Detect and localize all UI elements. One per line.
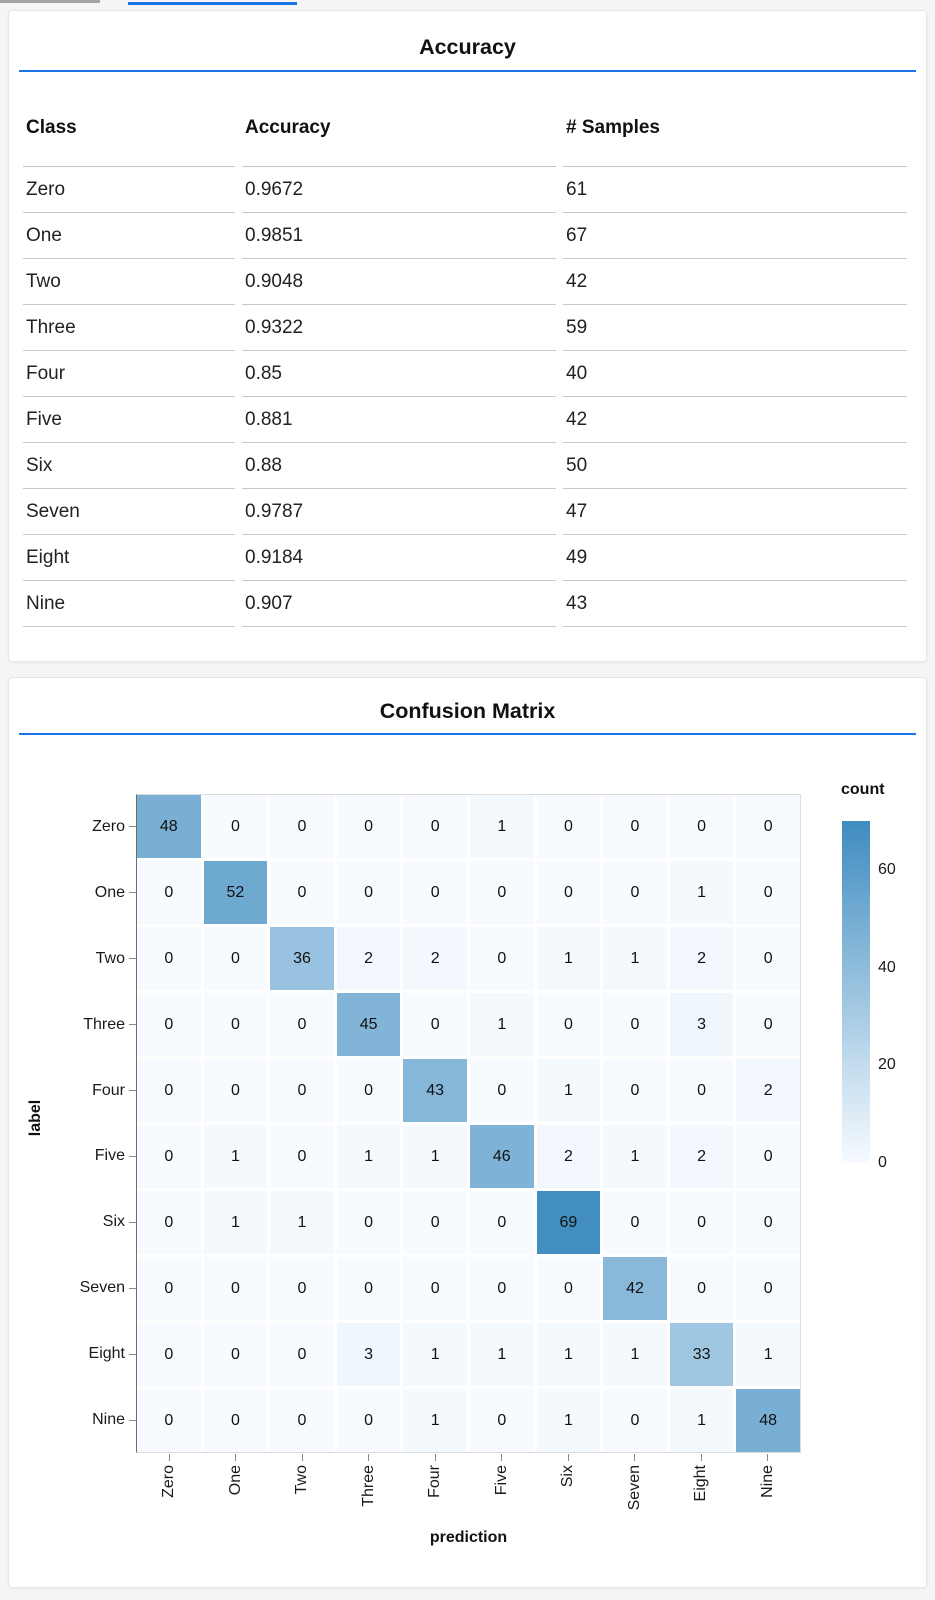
table-cell: 0.9184 xyxy=(242,535,556,581)
table-cell: 42 xyxy=(563,259,907,305)
y-axis-tick xyxy=(129,1222,136,1223)
heatmap-cell: 0 xyxy=(270,1125,334,1188)
table-cell: Five xyxy=(23,397,235,443)
heatmap-cell: 0 xyxy=(537,795,601,858)
heatmap-cell: 0 xyxy=(736,927,800,990)
table-cell: Three xyxy=(23,305,235,351)
heatmap-cell: 0 xyxy=(270,795,334,858)
table-cell: 0.907 xyxy=(242,581,556,627)
table-cell: 0.9787 xyxy=(242,489,556,535)
table-row xyxy=(23,443,907,489)
heatmap-cell: 0 xyxy=(403,1191,467,1254)
heatmap-cell: 0 xyxy=(137,1257,201,1320)
y-axis-tick xyxy=(129,1156,136,1157)
heatmap-cell: 0 xyxy=(603,1389,667,1452)
heatmap-cell: 0 xyxy=(470,1059,534,1122)
heatmap-cell: 0 xyxy=(736,1125,800,1188)
heatmap-cell: 0 xyxy=(537,993,601,1056)
heatmap-cell: 43 xyxy=(403,1059,467,1122)
heatmap-cell: 1 xyxy=(470,795,534,858)
heatmap-cell: 0 xyxy=(403,993,467,1056)
x-axis-label: Four xyxy=(426,1465,444,1498)
heatmap-cell: 1 xyxy=(537,1389,601,1452)
heatmap-cell: 0 xyxy=(736,861,800,924)
y-axis-title: label xyxy=(27,1099,44,1137)
column-header: Class xyxy=(23,101,235,167)
heatmap-cell: 1 xyxy=(537,1059,601,1122)
x-axis-label: Three xyxy=(359,1465,377,1507)
heatmap-cell: 45 xyxy=(337,993,401,1056)
table-cell: 47 xyxy=(563,489,907,535)
heatmap-cell: 2 xyxy=(337,927,401,990)
heatmap-cell: 48 xyxy=(137,795,201,858)
table-row xyxy=(23,259,907,305)
heatmap-cell: 0 xyxy=(204,1059,268,1122)
heatmap-cell: 1 xyxy=(204,1191,268,1254)
accuracy-table-header-row xyxy=(23,101,907,167)
x-axis-tick xyxy=(701,1454,702,1461)
heatmap-cell: 3 xyxy=(337,1323,401,1386)
heatmap-cell: 0 xyxy=(736,993,800,1056)
heatmap-cell: 36 xyxy=(270,927,334,990)
x-axis-tick xyxy=(568,1454,569,1461)
x-axis-label: Nine xyxy=(758,1465,776,1498)
x-axis-label: Six xyxy=(559,1465,577,1488)
table-cell: Zero xyxy=(23,167,235,213)
heatmap-cell: 0 xyxy=(337,1389,401,1452)
table-row xyxy=(23,167,907,213)
table-cell: 50 xyxy=(563,443,907,489)
heatmap-cell: 0 xyxy=(137,861,201,924)
heatmap-cell: 0 xyxy=(270,1059,334,1122)
heatmap-cell: 0 xyxy=(204,1257,268,1320)
heatmap-cell: 0 xyxy=(537,1257,601,1320)
heatmap-cell: 2 xyxy=(537,1125,601,1188)
table-cell: 0.85 xyxy=(242,351,556,397)
table-row xyxy=(23,397,907,443)
x-axis-tick xyxy=(368,1454,369,1461)
heatmap-cell: 0 xyxy=(270,1323,334,1386)
table-row xyxy=(23,535,907,581)
heatmap-cell: 2 xyxy=(403,927,467,990)
heatmap-cell: 1 xyxy=(337,1125,401,1188)
active-tab-indicator[interactable] xyxy=(128,2,297,5)
heatmap-cell: 0 xyxy=(603,861,667,924)
y-axis-tick xyxy=(129,892,136,893)
heatmap-cell: 0 xyxy=(337,1257,401,1320)
heatmap-cell: 0 xyxy=(204,927,268,990)
heatmap-cell: 33 xyxy=(670,1323,734,1386)
y-axis-label: Two xyxy=(95,949,125,967)
heatmap-cell: 0 xyxy=(603,993,667,1056)
heatmap-cell: 0 xyxy=(337,1059,401,1122)
heatmap-cell: 69 xyxy=(537,1191,601,1254)
heatmap-cell: 0 xyxy=(137,1389,201,1452)
table-cell: Eight xyxy=(23,535,235,581)
heatmap-cell: 0 xyxy=(470,927,534,990)
legend-tick-label: 40 xyxy=(878,958,896,976)
heatmap-cell: 1 xyxy=(670,1389,734,1452)
x-axis-tick xyxy=(501,1454,502,1461)
table-cell: 0.9851 xyxy=(242,213,556,259)
x-axis-tick xyxy=(169,1454,170,1461)
table-row xyxy=(23,213,907,259)
heatmap-cell: 0 xyxy=(270,993,334,1056)
table-cell: Two xyxy=(23,259,235,305)
heatmap-cell: 0 xyxy=(337,1191,401,1254)
heatmap-cell: 0 xyxy=(403,861,467,924)
table-cell: Nine xyxy=(23,581,235,627)
confusion-matrix-panel xyxy=(8,677,927,1588)
table-cell: 59 xyxy=(563,305,907,351)
y-axis-tick xyxy=(129,1420,136,1421)
x-axis-label: Seven xyxy=(625,1465,643,1511)
y-axis-tick xyxy=(129,1288,136,1289)
column-header: Accuracy xyxy=(242,101,556,167)
table-cell: Four xyxy=(23,351,235,397)
accuracy-panel xyxy=(8,10,927,662)
heatmap-cell: 0 xyxy=(270,1257,334,1320)
heatmap-cell: 0 xyxy=(603,1059,667,1122)
y-axis-label: Three xyxy=(83,1015,125,1033)
table-cell: 0.881 xyxy=(242,397,556,443)
table-cell: 49 xyxy=(563,535,907,581)
accuracy-table xyxy=(16,101,914,627)
heatmap-cell: 0 xyxy=(204,1389,268,1452)
heatmap-cell: 1 xyxy=(403,1389,467,1452)
heatmap-cell: 0 xyxy=(270,861,334,924)
y-axis-tick xyxy=(129,1024,136,1025)
legend-tick-label: 20 xyxy=(878,1056,896,1074)
heatmap-cell: 0 xyxy=(670,1059,734,1122)
heatmap-cell: 0 xyxy=(670,1257,734,1320)
heatmap-cell: 1 xyxy=(270,1191,334,1254)
legend-tick-label: 0 xyxy=(878,1154,887,1171)
heatmap-cell: 1 xyxy=(603,1323,667,1386)
heatmap-grid xyxy=(137,795,800,1452)
heatmap-cell: 0 xyxy=(337,795,401,858)
heatmap-cell: 0 xyxy=(736,1257,800,1320)
heatmap-cell: 0 xyxy=(603,1191,667,1254)
accuracy-panel-title: Accuracy xyxy=(419,35,516,59)
heatmap-cell: 0 xyxy=(670,795,734,858)
column-header: # Samples xyxy=(563,101,907,167)
x-axis-tick xyxy=(634,1454,635,1461)
heatmap-cell: 0 xyxy=(204,1323,268,1386)
table-cell: Six xyxy=(23,443,235,489)
y-axis-label: Zero xyxy=(92,817,125,835)
heatmap-cell: 0 xyxy=(470,1389,534,1452)
table-cell: 40 xyxy=(563,351,907,397)
heatmap-cell: 0 xyxy=(736,795,800,858)
heatmap-cell: 1 xyxy=(670,861,734,924)
heatmap-cell: 1 xyxy=(537,1323,601,1386)
table-row xyxy=(23,489,907,535)
heatmap-cell: 0 xyxy=(337,861,401,924)
confusion-matrix-panel-title: Confusion Matrix xyxy=(379,699,556,723)
heatmap-cell: 1 xyxy=(603,1125,667,1188)
heatmap-cell: 0 xyxy=(137,1191,201,1254)
heatmap-cell: 0 xyxy=(670,1191,734,1254)
table-row xyxy=(23,305,907,351)
table-cell: 0.9322 xyxy=(242,305,556,351)
heatmap-cell: 0 xyxy=(204,795,268,858)
heatmap-cell: 0 xyxy=(470,861,534,924)
table-cell: One xyxy=(23,213,235,259)
heatmap-cell: 2 xyxy=(736,1059,800,1122)
y-axis-tick xyxy=(129,1354,136,1355)
y-axis-label: Six xyxy=(102,1213,125,1231)
y-axis-label: One xyxy=(94,883,125,901)
heatmap-cell: 52 xyxy=(204,861,268,924)
y-axis-tick xyxy=(129,826,136,827)
heatmap-cell: 0 xyxy=(537,861,601,924)
heatmap-cell: 3 xyxy=(670,993,734,1056)
y-axis-label: Four xyxy=(92,1081,125,1099)
heatmap-cell: 2 xyxy=(670,1125,734,1188)
heatmap-cell: 0 xyxy=(137,1323,201,1386)
table-cell: 0.9672 xyxy=(242,167,556,213)
heatmap-cell: 1 xyxy=(470,993,534,1056)
heatmap-cell: 1 xyxy=(537,927,601,990)
y-axis-tick xyxy=(129,958,136,959)
x-axis-label: Zero xyxy=(160,1465,178,1498)
heatmap-cell: 46 xyxy=(470,1125,534,1188)
table-row xyxy=(23,351,907,397)
legend-title: count xyxy=(841,781,885,798)
y-axis-label: Nine xyxy=(92,1411,125,1429)
heatmap-cell: 0 xyxy=(137,1125,201,1188)
heatmap-cell: 1 xyxy=(736,1323,800,1386)
heatmap-cell: 0 xyxy=(403,1257,467,1320)
heatmap-cell: 1 xyxy=(603,927,667,990)
heatmap-cell: 0 xyxy=(470,1191,534,1254)
x-axis-tick xyxy=(435,1454,436,1461)
table-cell: 42 xyxy=(563,397,907,443)
y-axis-tick xyxy=(129,1090,136,1091)
heatmap-cell: 0 xyxy=(270,1389,334,1452)
heatmap-cell: 1 xyxy=(204,1125,268,1188)
x-axis-label: Five xyxy=(492,1465,510,1496)
x-axis-tick xyxy=(767,1454,768,1461)
heatmap-cell: 0 xyxy=(603,795,667,858)
table-cell: Seven xyxy=(23,489,235,535)
heatmap-cell: 0 xyxy=(403,795,467,858)
legend-gradient-bar xyxy=(842,821,870,1163)
heatmap-cell: 42 xyxy=(603,1257,667,1320)
inactive-tab-indicator[interactable] xyxy=(0,0,100,3)
heatmap-cell: 0 xyxy=(470,1257,534,1320)
heatmap-cell: 0 xyxy=(137,1059,201,1122)
x-axis-tick xyxy=(235,1454,236,1461)
table-cell: 0.9048 xyxy=(242,259,556,305)
x-axis-tick xyxy=(302,1454,303,1461)
x-axis-label: Two xyxy=(293,1465,311,1495)
heatmap-cell: 0 xyxy=(137,927,201,990)
heatmap-cell: 0 xyxy=(204,993,268,1056)
heatmap-cell: 48 xyxy=(736,1389,800,1452)
table-cell: 0.88 xyxy=(242,443,556,489)
y-axis-label: Five xyxy=(94,1147,125,1165)
accuracy-title-divider xyxy=(19,70,916,72)
table-row xyxy=(23,581,907,627)
table-cell: 61 xyxy=(563,167,907,213)
heatmap-cell: 1 xyxy=(403,1125,467,1188)
heatmap-cell: 2 xyxy=(670,927,734,990)
table-cell: 43 xyxy=(563,581,907,627)
heatmap-cell: 0 xyxy=(137,993,201,1056)
heatmap-cell: 0 xyxy=(736,1191,800,1254)
confusion-matrix-plot xyxy=(136,794,801,1453)
x-axis-title: prediction xyxy=(429,1529,508,1546)
heatmap-cell: 1 xyxy=(470,1323,534,1386)
y-axis-label: Eight xyxy=(88,1345,125,1363)
table-cell: 67 xyxy=(563,213,907,259)
x-axis-label: Eight xyxy=(692,1465,710,1502)
y-axis-label: Seven xyxy=(79,1279,125,1297)
confusion-matrix-title-divider xyxy=(19,733,916,735)
heatmap-cell: 1 xyxy=(403,1323,467,1386)
x-axis-label: One xyxy=(226,1465,244,1496)
legend-tick-label: 60 xyxy=(878,860,896,878)
